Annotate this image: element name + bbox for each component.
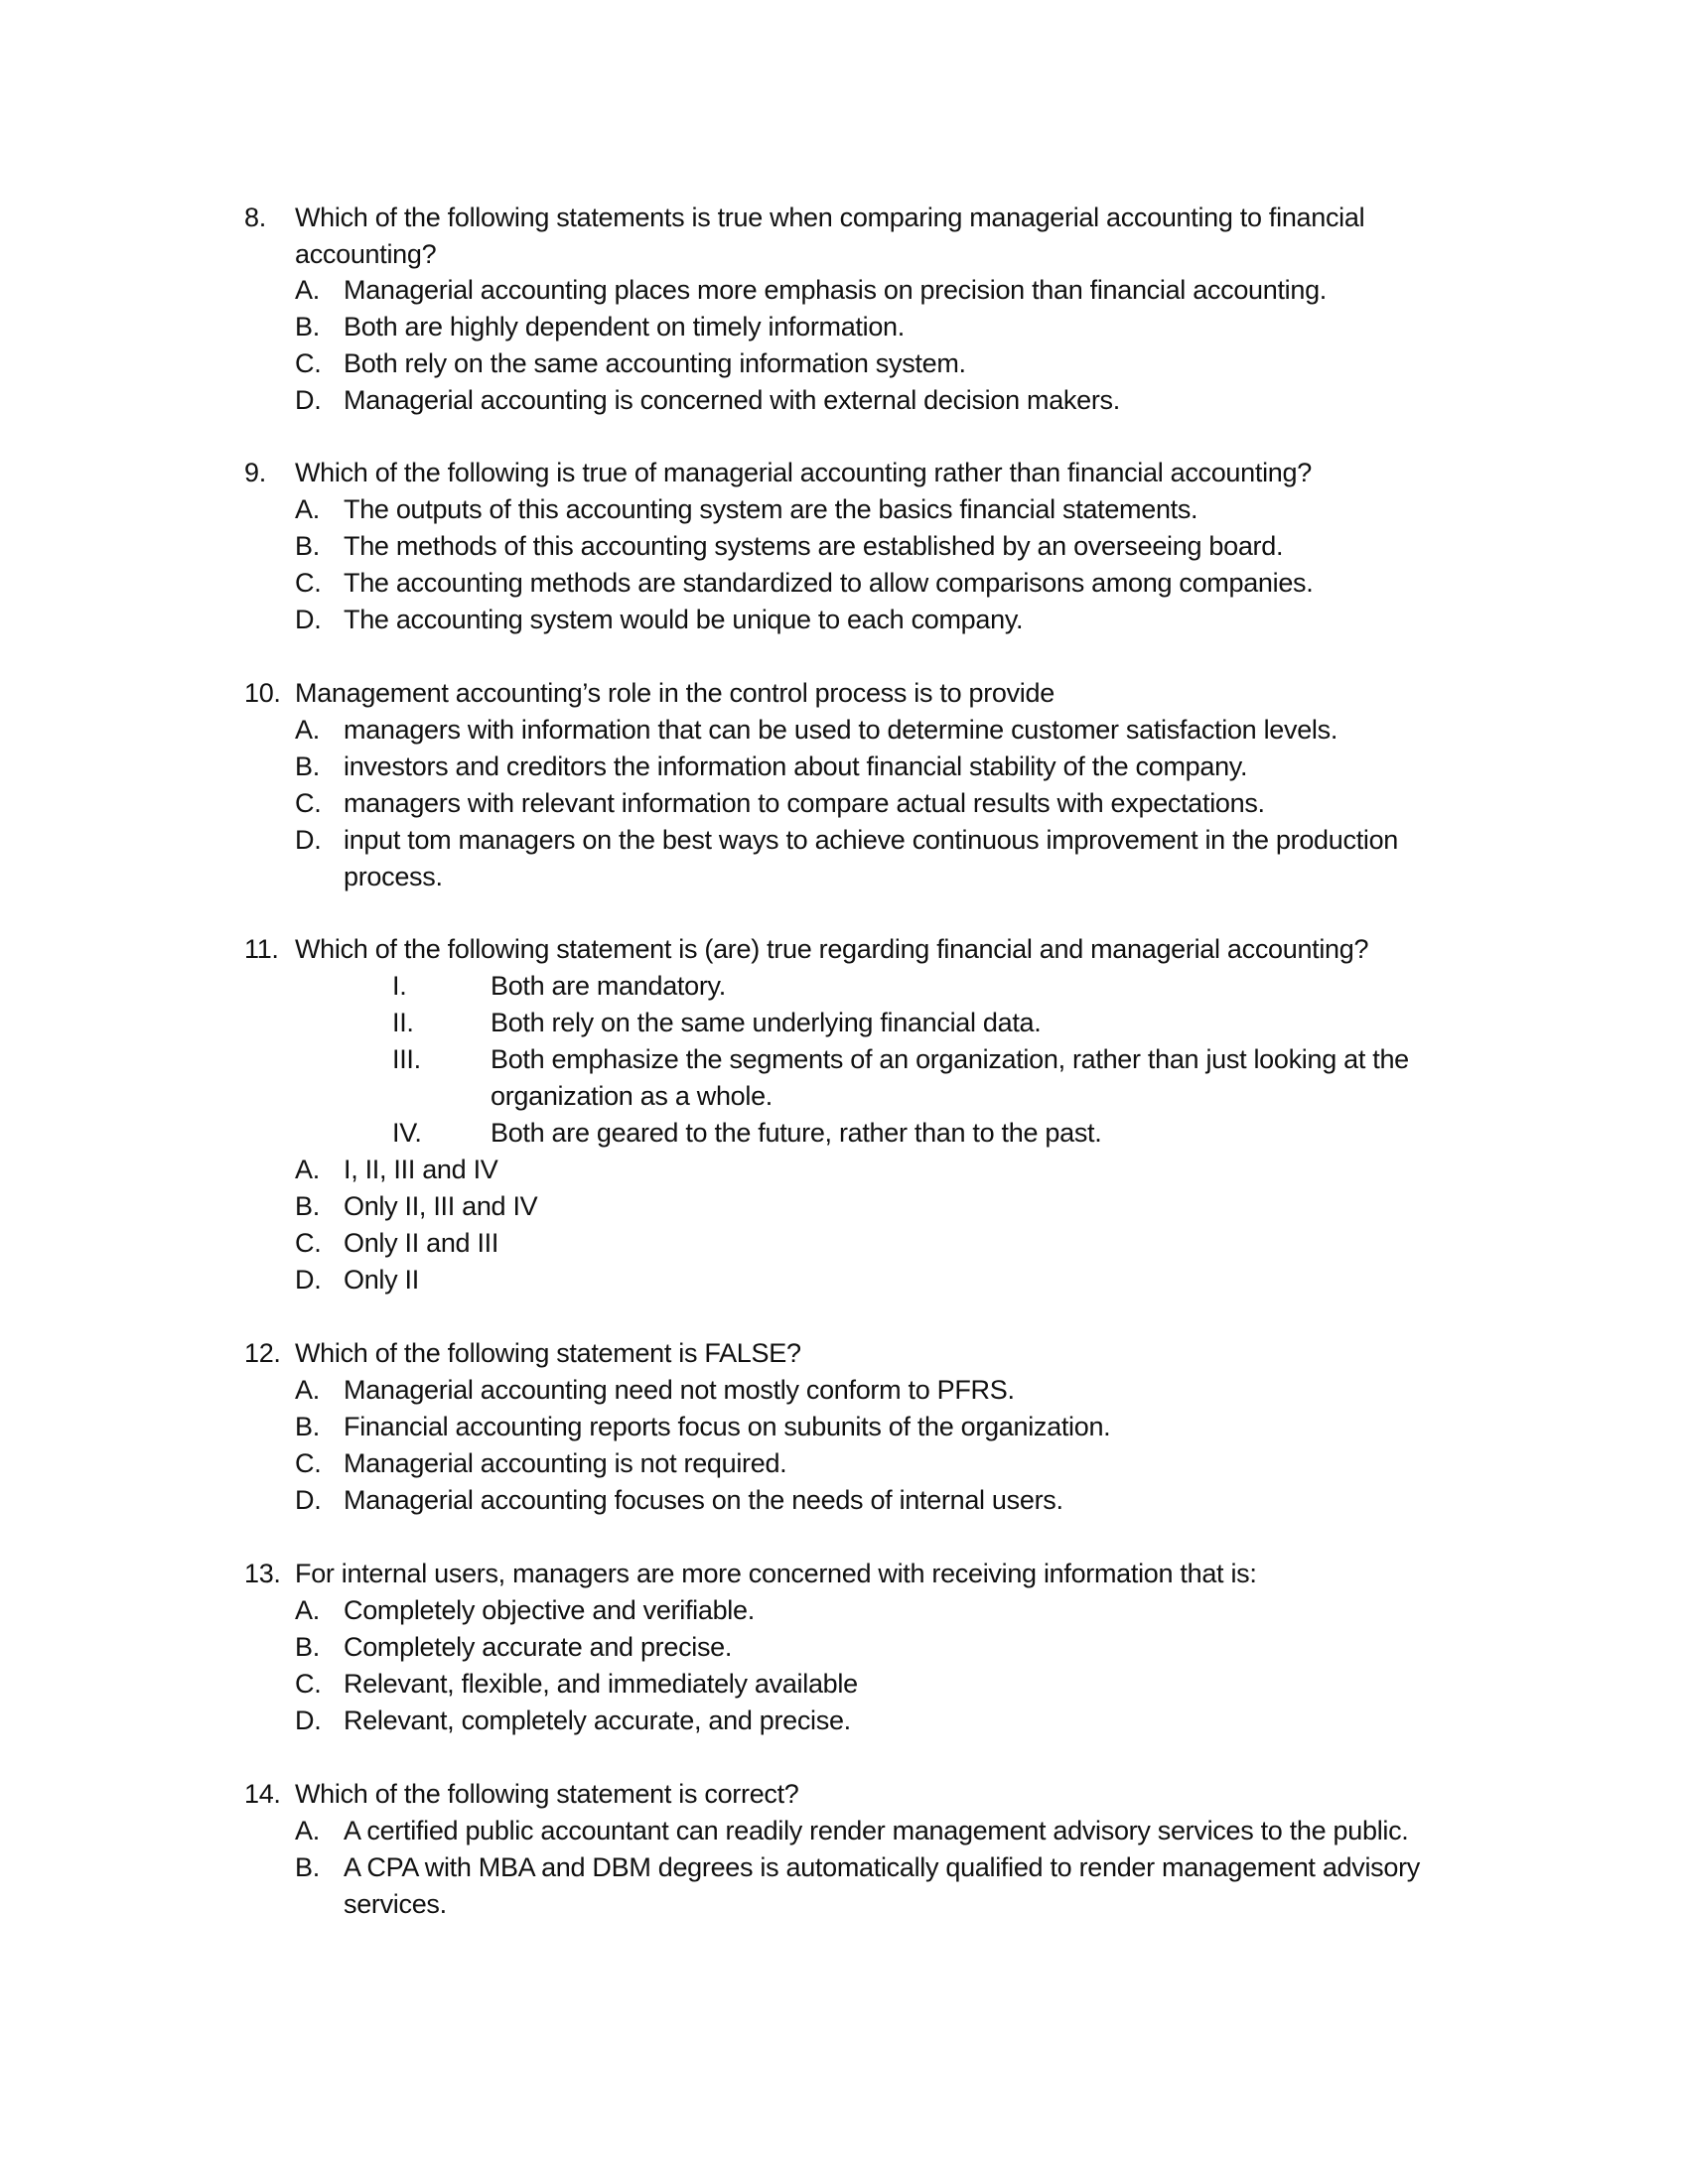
option-text: Relevant, completely accurate, and precise.	[344, 1706, 851, 1735]
option-text: process.	[344, 862, 443, 891]
option-letter: A.	[295, 1155, 320, 1184]
option-letter: B.	[295, 1412, 320, 1441]
question-text: Management accounting’s role in the control process is to provide	[295, 678, 1055, 708]
option-text: The accounting system would be unique to each company.	[344, 605, 1024, 634]
option-text: Only II, III and IV	[344, 1191, 538, 1221]
option-letter: A.	[295, 275, 320, 305]
option-letter: C.	[295, 788, 322, 818]
option-letter: D.	[295, 385, 322, 415]
question-text: Which of the following statements is true when comparing managerial accounting to financial	[295, 203, 1365, 232]
question-text: Which of the following statement is correct?	[295, 1779, 799, 1809]
option-text: Managerial accounting places more emphasis on precision than financial accounting.	[344, 275, 1327, 305]
statement-text: Both rely on the same underlying financial data.	[491, 1008, 1042, 1037]
question-text: Which of the following statement is FALSE?	[295, 1338, 801, 1368]
option-text: The accounting methods are standardized to allow comparisons among companies.	[344, 568, 1314, 598]
option-letter: C.	[295, 1669, 322, 1699]
question-number: 12.	[244, 1338, 281, 1368]
option-letter: A.	[295, 715, 320, 745]
option-text: A CPA with MBA and DBM degrees is automatically qualified to render management advisory	[344, 1852, 1420, 1882]
statement-numeral: IV.	[392, 1118, 422, 1148]
statement-numeral: II.	[392, 1008, 414, 1037]
statement-text: Both emphasize the segments of an organization, rather than just looking at the	[491, 1044, 1409, 1074]
option-text: managers with information that can be used to determine customer satisfaction levels.	[344, 715, 1338, 745]
option-letter: B.	[295, 751, 320, 781]
option-text: Only II and III	[344, 1228, 499, 1258]
option-text: Managerial accounting is concerned with external decision makers.	[344, 385, 1120, 415]
option-letter: D.	[295, 825, 322, 855]
option-letter: D.	[295, 605, 322, 634]
option-text: Managerial accounting need not mostly conform to PFRS.	[344, 1375, 1015, 1405]
option-text: Relevant, flexible, and immediately available	[344, 1669, 858, 1699]
option-letter: C.	[295, 568, 322, 598]
option-letter: A.	[295, 1816, 320, 1845]
option-text: Financial accounting reports focus on subunits of the organization.	[344, 1412, 1111, 1441]
statement-text: Both are mandatory.	[491, 971, 726, 1001]
option-text: services.	[344, 1889, 447, 1919]
option-letter: A.	[295, 494, 320, 524]
option-letter: A.	[295, 1595, 320, 1625]
option-text: Both rely on the same accounting information system.	[344, 348, 966, 378]
option-letter: B.	[295, 531, 320, 561]
option-text: Managerial accounting is not required.	[344, 1448, 787, 1478]
question-number: 9.	[244, 458, 266, 487]
option-letter: B.	[295, 1852, 320, 1882]
option-text: Completely accurate and precise.	[344, 1632, 733, 1662]
option-text: I, II, III and IV	[344, 1155, 498, 1184]
question-text: For internal users, managers are more concerned with receiving information that is:	[295, 1559, 1257, 1588]
option-letter: C.	[295, 1228, 322, 1258]
statement-text: organization as a whole.	[491, 1081, 773, 1111]
question-number: 14.	[244, 1779, 281, 1809]
option-letter: B.	[295, 1632, 320, 1662]
option-text: The outputs of this accounting system are the basics financial statements.	[344, 494, 1198, 524]
option-letter: A.	[295, 1375, 320, 1405]
statement-numeral: III.	[392, 1044, 421, 1074]
option-letter: C.	[295, 348, 322, 378]
option-text: input tom managers on the best ways to achieve continuous improvement in the production	[344, 825, 1399, 855]
option-letter: D.	[295, 1265, 322, 1295]
option-text: A certified public accountant can readily render management advisory services to the public.	[344, 1816, 1409, 1845]
option-letter: D.	[295, 1706, 322, 1735]
option-text: Only II	[344, 1265, 419, 1295]
option-text: Both are highly dependent on timely information.	[344, 312, 905, 341]
question-number: 10.	[244, 678, 281, 708]
option-text: Completely objective and verifiable.	[344, 1595, 755, 1625]
question-number: 8.	[244, 203, 266, 232]
option-letter: C.	[295, 1448, 322, 1478]
question-text: accounting?	[295, 239, 437, 269]
statement-text: Both are geared to the future, rather than to the past.	[491, 1118, 1102, 1148]
question-number: 11.	[244, 934, 279, 964]
option-letter: B.	[295, 312, 320, 341]
option-text: Managerial accounting focuses on the needs of internal users.	[344, 1485, 1063, 1515]
question-text: Which of the following statement is (are) true regarding financial and managerial accounting?	[295, 934, 1369, 964]
option-text: The methods of this accounting systems are established by an overseeing board.	[344, 531, 1284, 561]
option-letter: B.	[295, 1191, 320, 1221]
option-text: managers with relevant information to compare actual results with expectations.	[344, 788, 1265, 818]
question-number: 13.	[244, 1559, 281, 1588]
statement-numeral: I.	[392, 971, 407, 1001]
question-text: Which of the following is true of managerial accounting rather than financial accounting?	[295, 458, 1312, 487]
option-text: investors and creditors the information about financial stability of the company.	[344, 751, 1248, 781]
option-letter: D.	[295, 1485, 322, 1515]
